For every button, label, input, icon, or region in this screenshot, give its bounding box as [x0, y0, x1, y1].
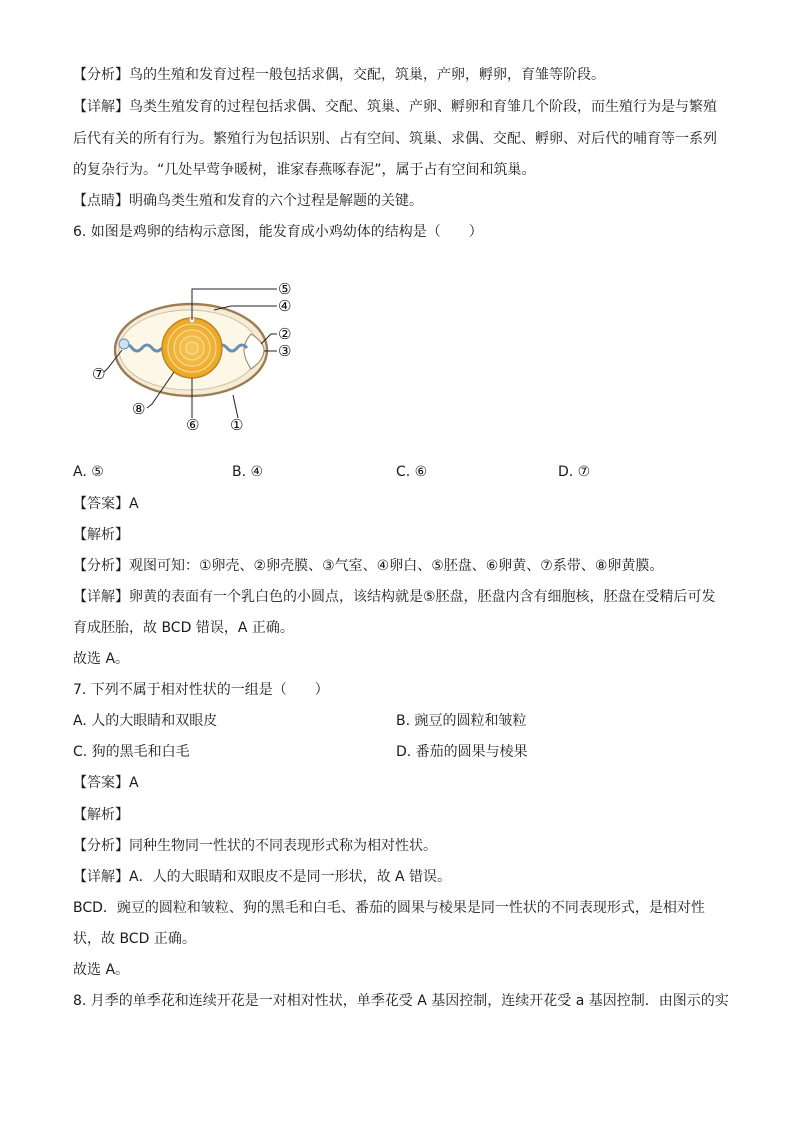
label-5: ⑤	[278, 280, 292, 298]
q8-stem: 8. 月季的单季花和连续开花是一对相对性状，单季花受 A 基因控制，连续开花受 a 基因控制．由图示的实	[73, 993, 729, 1009]
label-8: ⑧	[132, 400, 146, 418]
q7-option-c: C. 狗的黑毛和白毛	[73, 744, 190, 760]
egg-structure-diagram	[78, 268, 318, 438]
q6-option-b: B. ④	[232, 464, 264, 480]
q6-detail-line-2: 育成胚胎，故 BCD 错误，A 正确。	[73, 620, 294, 636]
q7-option-d: D. 番茄的圆果与棱果	[396, 744, 528, 760]
yolk-shape	[162, 318, 222, 378]
q7-detail-bcd-line-1: BCD．豌豆的圆粒和皱粒、狗的黑毛和白毛、番茄的圆果与棱果是同一性状的不同表现形式，是相对性	[73, 900, 705, 916]
label-2: ②	[278, 325, 292, 343]
q5-detail-line-3: 的复杂行为。“几处早莺争暖树，谁家春燕啄春泥”，属于占有空间和筑巢。	[73, 162, 536, 178]
q6-choose: 故选 A。	[73, 651, 130, 667]
q6-option-c: C. ⑥	[396, 464, 428, 480]
q6-detail-line-1: 【详解】卵黄的表面有一个乳白色的小圆点，该结构就是⑤胚盘，胚盘内含有细胞核，胚盘在受精后可发	[73, 589, 716, 605]
chalaza-end-shape	[119, 339, 129, 349]
q5-detail-line-2: 后代有关的所有行为。繁殖行为包括识别、占有空间、筑巢、求偶、交配、孵卵、对后代的哺育等一系列	[73, 131, 717, 147]
q5-comment: 【点睛】明确鸟类生殖和发育的六个过程是解题的关键。	[73, 193, 423, 209]
q7-stem: 7. 下列不属于相对性状的一组是（ ）	[73, 682, 329, 698]
q5-analysis: 【分析】鸟的生殖和发育过程一般包括求偶，交配，筑巢，产卵，孵卵，育雏等阶段。	[73, 67, 605, 83]
q7-answer: 【答案】A	[73, 775, 139, 791]
q6-analysis: 【分析】观图可知：①卵壳、②卵壳膜、③气室、④卵白、⑤胚盘、⑥卵黄、⑦系带、⑧卵黄膜。	[73, 558, 664, 574]
q7-detail-a: 【详解】A．人的大眼睛和双眼皮不是同一形状，故 A 错误。	[73, 869, 452, 885]
label-3: ③	[278, 342, 292, 360]
q5-detail-line-1: 【详解】鸟类生殖发育的过程包括求偶、交配、筑巢、产卵、孵卵和育雏几个阶段，而生殖行为是与繁殖	[73, 99, 717, 115]
q7-option-a: A. 人的大眼睛和双眼皮	[73, 713, 218, 729]
q7-analysis: 【分析】同种生物同一性状的不同表现形式称为相对性状。	[73, 838, 437, 854]
q7-jiexi: 【解析】	[73, 807, 129, 823]
label-7: ⑦	[92, 365, 106, 383]
q6-jiexi: 【解析】	[73, 527, 129, 543]
q7-option-b: B. 豌豆的圆粒和皱粒	[396, 713, 527, 729]
q7-detail-bcd-line-2: 状，故 BCD 正确。	[73, 931, 196, 947]
q6-option-a: A. ⑤	[73, 464, 104, 480]
q6-answer: 【答案】A	[73, 496, 139, 512]
label-4: ④	[278, 297, 292, 315]
label-1: ①	[230, 416, 244, 434]
label-6: ⑥	[186, 416, 200, 434]
q7-choose: 故选 A。	[73, 962, 130, 978]
q6-stem: 6. 如图是鸡卵的结构示意图，能发育成小鸡幼体的结构是（ ）	[73, 224, 483, 240]
q6-option-d: D. ⑦	[558, 464, 591, 480]
